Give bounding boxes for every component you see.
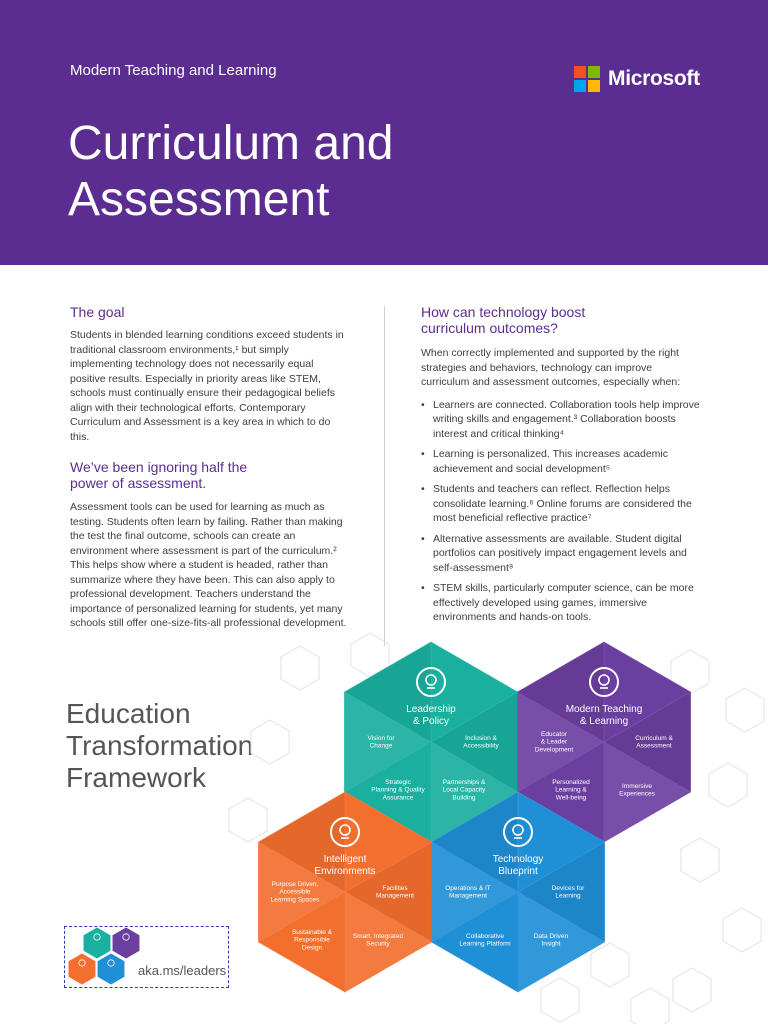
hex-item-technology <box>552 885 585 900</box>
hex-item-technology-line: Operations & IT <box>445 885 491 892</box>
background-hex <box>709 763 747 807</box>
header-subtitle: Modern Teaching and Learning <box>70 62 277 79</box>
hex-item-leadership-line: Inclusion & <box>465 735 497 742</box>
boost-heading-line2: curriculum outcomes? <box>421 320 558 336</box>
page-title-line1: Curriculum and <box>68 117 394 170</box>
ignoring-text: Assessment tools can be used for learning as much as testing. Students often learn by failing. Rather than making the test the final outcome, schools can create an environment where assessment is part of the curriculum.² This helps show where a student is headed, rather than summarize where they have been. This can also apply to professional development. Teachers understand the importance of personalized learning for students, yet many schools still offer one-size-fits-all professional development. <box>70 501 347 629</box>
hex-item-teaching-line: Experiences <box>619 790 655 798</box>
hex-item-leadership-line: Strategic <box>385 779 411 786</box>
list-item: • STEM skills, particularly computer science, can be more effectively developed using games, immersive environments and hands-on tools. <box>421 581 701 625</box>
hex-item-environments-line: Sustainable & <box>291 929 333 936</box>
framework-title-line2: Transformation <box>66 730 254 761</box>
background-hex <box>723 908 761 952</box>
hex-item-technology-line: Data Driven <box>533 933 569 940</box>
hex-item-leadership-line: Planning & Quality <box>371 786 425 794</box>
hex-item-teaching-line: Personalized <box>552 779 590 786</box>
boost-heading-line1: How can technology boost <box>421 304 586 320</box>
hex-item-teaching-line: Assessment <box>636 742 672 750</box>
hex-title-technology-line: Technology <box>492 854 544 865</box>
hex-item-technology-line: Insight <box>541 940 561 948</box>
hex-item-teaching-line: Well-being <box>555 794 587 802</box>
hex-item-environments-line: Learning Spaces <box>270 896 320 904</box>
hex-item-teaching <box>635 735 673 750</box>
hex-item-environments-line: Smart, Integrated <box>352 933 404 940</box>
list-item: • Students and teachers can reflect. Reflection helps consolidate learning.⁶ Online forums are considered the most beneficial reflective practice⁷ <box>421 482 701 526</box>
hex-item-technology-line: Collaborative <box>466 933 504 940</box>
list-item: • Learners are connected. Collaboration tools help improve writing skills and engagement.³ Collaboration boosts interest and critical thinking⁴ <box>421 398 701 442</box>
background-hex <box>673 968 711 1012</box>
hex-item-technology-line: Management <box>449 892 487 900</box>
hex-item-teaching <box>552 779 590 801</box>
page-title-line2: Assessment <box>68 173 330 226</box>
hex-title-environments <box>314 854 375 877</box>
hex-item-environments-line: Management <box>376 892 414 900</box>
background-hex <box>229 798 267 842</box>
hex-item-environments-line: Facilities <box>382 885 408 892</box>
hex-item-teaching-line: Learning & <box>555 786 587 794</box>
hex-item-environments-line: Design <box>301 944 323 952</box>
hex-item-technology-line: Devices for <box>551 885 585 892</box>
hex-item-technology <box>459 933 510 948</box>
hex-title-teaching-line: & Learning <box>579 715 629 727</box>
footer-link[interactable]: aka.ms/leaders <box>138 963 227 978</box>
background-hex <box>726 688 764 732</box>
goal-text: Students in blended learning conditions exceed students in traditional classroom environments,¹ but simply implementing technology does not necessarily equal positive results. Especially in priority areas like STEM, schools must continually ensure their pedagogical beliefs align with their technological efforts. Contemporary Curriculum and Assessment is a key area in which to do this. <box>70 329 344 443</box>
hex-item-leadership-line: Assurance <box>382 794 414 802</box>
hex-item-leadership-line: Building <box>452 794 476 802</box>
hex-title-leadership-line: Leadership <box>406 704 456 715</box>
ignoring-heading-line1: We’ve been ignoring half the <box>70 459 248 475</box>
hex-item-technology <box>445 885 491 900</box>
boost-intro: When correctly implemented and supported by the right strategies and behaviors, technology can improve curriculum and assessment outcomes, especially when: <box>421 347 681 388</box>
background-hex <box>591 943 629 987</box>
hex-item-teaching-line: Educator <box>540 731 568 738</box>
hex-item-leadership <box>463 735 499 750</box>
hex-item-teaching-line: Curriculum & <box>635 735 673 742</box>
hex-item-environments-line: Security <box>366 940 390 948</box>
footer-link-box[interactable] <box>64 926 229 988</box>
hex-item-leadership-line: Partnerships & <box>442 779 486 786</box>
microsoft-logo-text: Microsoft <box>608 67 700 90</box>
background-hex <box>281 646 319 690</box>
framework-hexes <box>258 642 690 992</box>
hex-item-teaching-line: Development <box>534 746 574 754</box>
ignoring-heading-line2: power of assessment. <box>70 475 207 491</box>
hex-item-technology-line: Learning Platform <box>459 940 511 948</box>
hex-item-environments-line: Responsible <box>294 936 330 944</box>
hex-item-leadership <box>368 735 396 750</box>
background-hex <box>631 988 669 1024</box>
hex-item-leadership-line: Accessibility <box>463 742 499 750</box>
hex-title-leadership-line: & Policy <box>412 715 450 727</box>
background-hex <box>681 838 719 882</box>
framework-title-line3: Framework <box>66 762 207 793</box>
hex-item-technology-line: Learning <box>555 892 581 900</box>
hex-title-technology-line: Blueprint <box>498 865 538 877</box>
hex-item-leadership-line: Change <box>369 742 393 750</box>
hex-title-technology <box>493 854 544 877</box>
list-item: • Alternative assessments are available. Student digital portfolios can positively impact engagement levels and self-assessment⁸ <box>421 532 701 576</box>
background-hex <box>251 720 289 764</box>
hex-title-leadership <box>406 704 456 727</box>
hex-item-environments-line: Purpose Driven, <box>271 881 319 888</box>
hex-item-environments-line: Accessible <box>279 888 311 896</box>
hex-item-leadership-line: Local Capacity <box>442 786 486 794</box>
background-hex <box>541 978 579 1022</box>
goal-heading: The goal <box>70 304 125 320</box>
framework-title-line1: Education <box>66 698 191 729</box>
hex-title-teaching-line: Modern Teaching <box>565 704 643 715</box>
hex-item-leadership-line: Vision for <box>367 735 395 742</box>
hex-title-environments-line: Environments <box>314 865 376 877</box>
hex-title-environments-line: Intelligent <box>323 854 367 865</box>
list-item: • Learning is personalized. This increases academic achievement and social development⁵ <box>421 447 701 476</box>
hex-item-teaching-line: Immersive <box>622 783 652 790</box>
hex-item-teaching-line: & Leader <box>540 738 568 746</box>
hex-item-teaching <box>619 783 656 798</box>
